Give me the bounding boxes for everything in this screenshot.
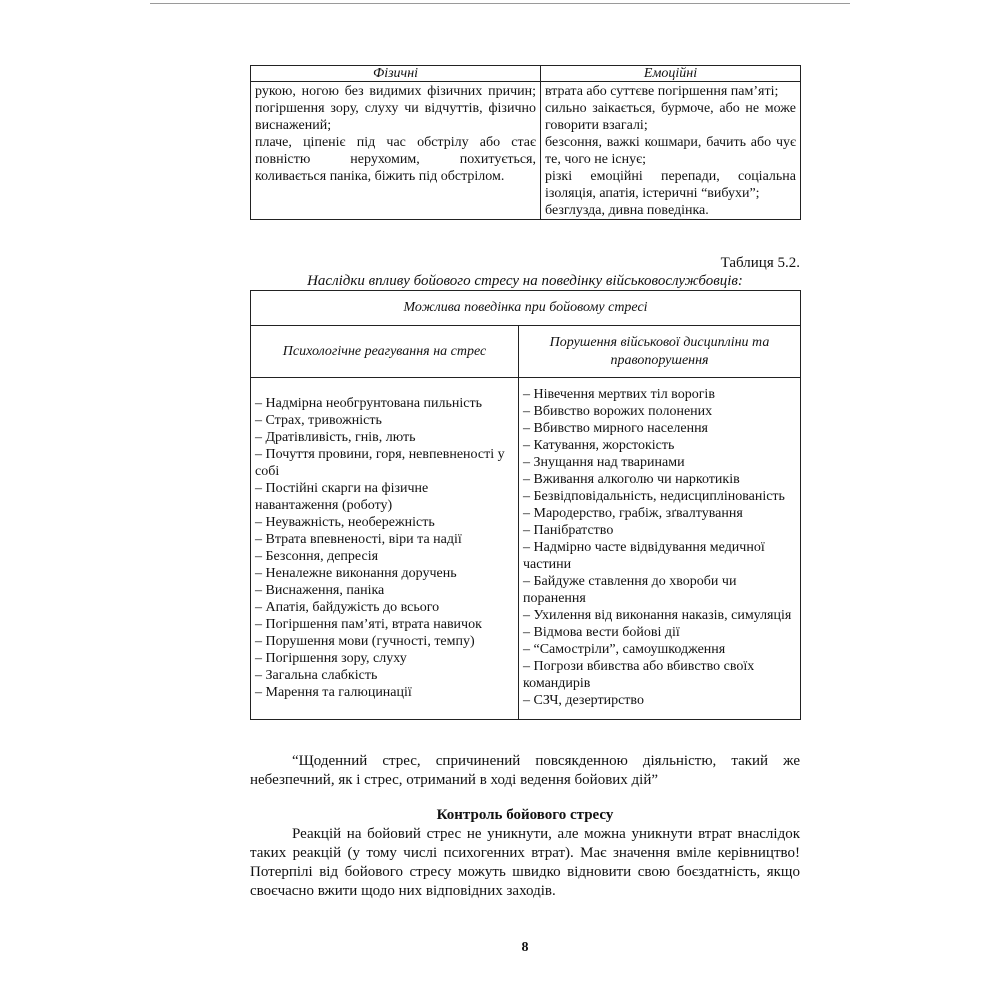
stress-quote: “Щоденний стрес, спричинений повсякденною діяльністю, такий же небезпечний, як і стрес, отриманий в ході ведення бойових дій” (250, 753, 800, 788)
table-caption: Таблиця 5.2. (720, 255, 800, 271)
discipline-violation-item: – Погрози вбивства або вбивство своїх командирів (523, 658, 796, 692)
behavior-table-column-header-row (251, 326, 801, 378)
discipline-violation-item: – СЗЧ, дезертирство (523, 692, 796, 709)
discipline-violation-item: – Панібратство (523, 522, 796, 539)
discipline-violations-column-header: Порушення військової дисципліни та правопорушення (519, 326, 801, 378)
psych-reaction-item: – Надмірна необгрунтована пильність (255, 395, 514, 412)
discipline-violations-list (523, 386, 796, 709)
discipline-violation-item: – Мародерство, грабіж, зґвалтування (523, 505, 796, 522)
psych-reaction-item: – Неуважність, необережність (255, 514, 514, 531)
emotional-symptom-text: безглузда, дивна поведінка. (545, 203, 709, 218)
psych-reaction-item: – Страх, тривожність (255, 412, 514, 429)
physical-symptoms-cell (251, 82, 541, 220)
discipline-violation-item: – Надмірно часте відвідування медичної частини (523, 539, 796, 573)
discipline-violation-item: – Нівечення мертвих тіл ворогів (523, 386, 796, 403)
psych-reaction-column-header: Психологічне реагування на стрес (251, 326, 519, 378)
emotional-symptom-text: безсоння, важкі кошмари, бачить або чує те, чого не існує; (545, 135, 796, 167)
discipline-violation-item: – Безвідповідальність, недисциплінованість (523, 488, 796, 505)
psych-reaction-list (255, 395, 514, 701)
emotional-symptom-text: сильно заікається, бурмоче, або не може говорити взагалі; (545, 101, 796, 133)
discipline-violation-item: – Вбивство ворожих полонених (523, 403, 796, 420)
table-subtitle: Наслідки впливу бойового стресу на поведінку військовослужбовців: (307, 273, 743, 289)
psych-reaction-item: – Погіршення зору, слуху (255, 650, 514, 667)
symptoms-table (250, 65, 801, 220)
discipline-violation-item: – “Самостріли”, самоушкодження (523, 641, 796, 658)
page-number: 8 (521, 940, 529, 955)
psych-reaction-item: – Загальна слабкість (255, 667, 514, 684)
physical-symptom-text: плаче, ціпеніє під час обстрілу або стає повністю нерухомим, похитується, коливається паніка, біжить під обстрілом. (255, 135, 536, 184)
discipline-violation-item: – Байдуже ставлення до хвороби чи поранення (523, 573, 796, 607)
psych-reaction-item: – Постійні скарги на фізичне навантаження (роботу) (255, 480, 514, 514)
emotional-symptom-text: втрата або суттєве погіршення пам’яті; (545, 84, 779, 99)
psych-reaction-item: – Втрата впевненості, віри та надії (255, 531, 514, 548)
body-paragraph: Реакцій на бойовий стрес не уникнути, але можна уникнути втрат внаслідок таких реакцій (у тому числі психогенних втрат). Має значення вміле керівництво! Потерпілі від бойового стресу можуть швидко відновити свою боєздатність, якщо своєчасно вжити щодо них відповідних заходів. (250, 826, 800, 899)
behavior-table-body-row (251, 378, 801, 720)
discipline-violation-item: – Вбивство мирного населення (523, 420, 796, 437)
psych-reaction-item: – Марення та галюцинації (255, 684, 514, 701)
discipline-violations-cell (519, 378, 801, 720)
discipline-violation-item: – Знущання над тваринами (523, 454, 796, 471)
page-content (250, 0, 800, 1000)
psych-reaction-item: – Погіршення пам’яті, втрата навичок (255, 616, 514, 633)
emotional-symptoms-cell (541, 82, 801, 220)
psych-reaction-item: – Безсоння, депресія (255, 548, 514, 565)
behavior-table (250, 290, 801, 720)
psych-reaction-item: – Порушення мови (гучності, темпу) (255, 633, 514, 650)
psych-reaction-cell (251, 378, 519, 720)
behavior-span-header: Можлива поведінка при бойовому стресі (251, 291, 801, 326)
psych-reaction-item: – Апатія, байдужість до всього (255, 599, 514, 616)
symptoms-table-body-row (251, 82, 801, 220)
discipline-violation-item: – Катування, жорстокість (523, 437, 796, 454)
symptoms-table-header-row (251, 66, 801, 82)
psych-reaction-item: – Дратівливість, гнів, лють (255, 429, 514, 446)
psych-reaction-item: – Неналежне виконання доручень (255, 565, 514, 582)
behavior-table-span-header-row (251, 291, 801, 326)
section-heading: Контроль бойового стресу (436, 807, 614, 823)
physical-symptom-text: рукою, ногою без видимих фізичних причин; погіршення зору, слуху чи відчуттів, фізично виснажений; (255, 84, 536, 133)
psych-reaction-item: – Почуття провини, горя, невпевненості у собі (255, 446, 514, 480)
discipline-violation-item: – Ухилення від виконання наказів, симуляція (523, 607, 796, 624)
discipline-violation-item: – Відмова вести бойові дії (523, 624, 796, 641)
discipline-violation-item: – Вживання алкоголю чи наркотиків (523, 471, 796, 488)
physical-column-header: Фізичні (251, 66, 541, 82)
emotional-column-header: Емоційні (541, 66, 801, 82)
psych-reaction-item: – Виснаження, паніка (255, 582, 514, 599)
emotional-symptom-text: різкі емоційні перепади, соціальна ізоляція, апатія, істеричні “вибухи”; (545, 169, 796, 201)
